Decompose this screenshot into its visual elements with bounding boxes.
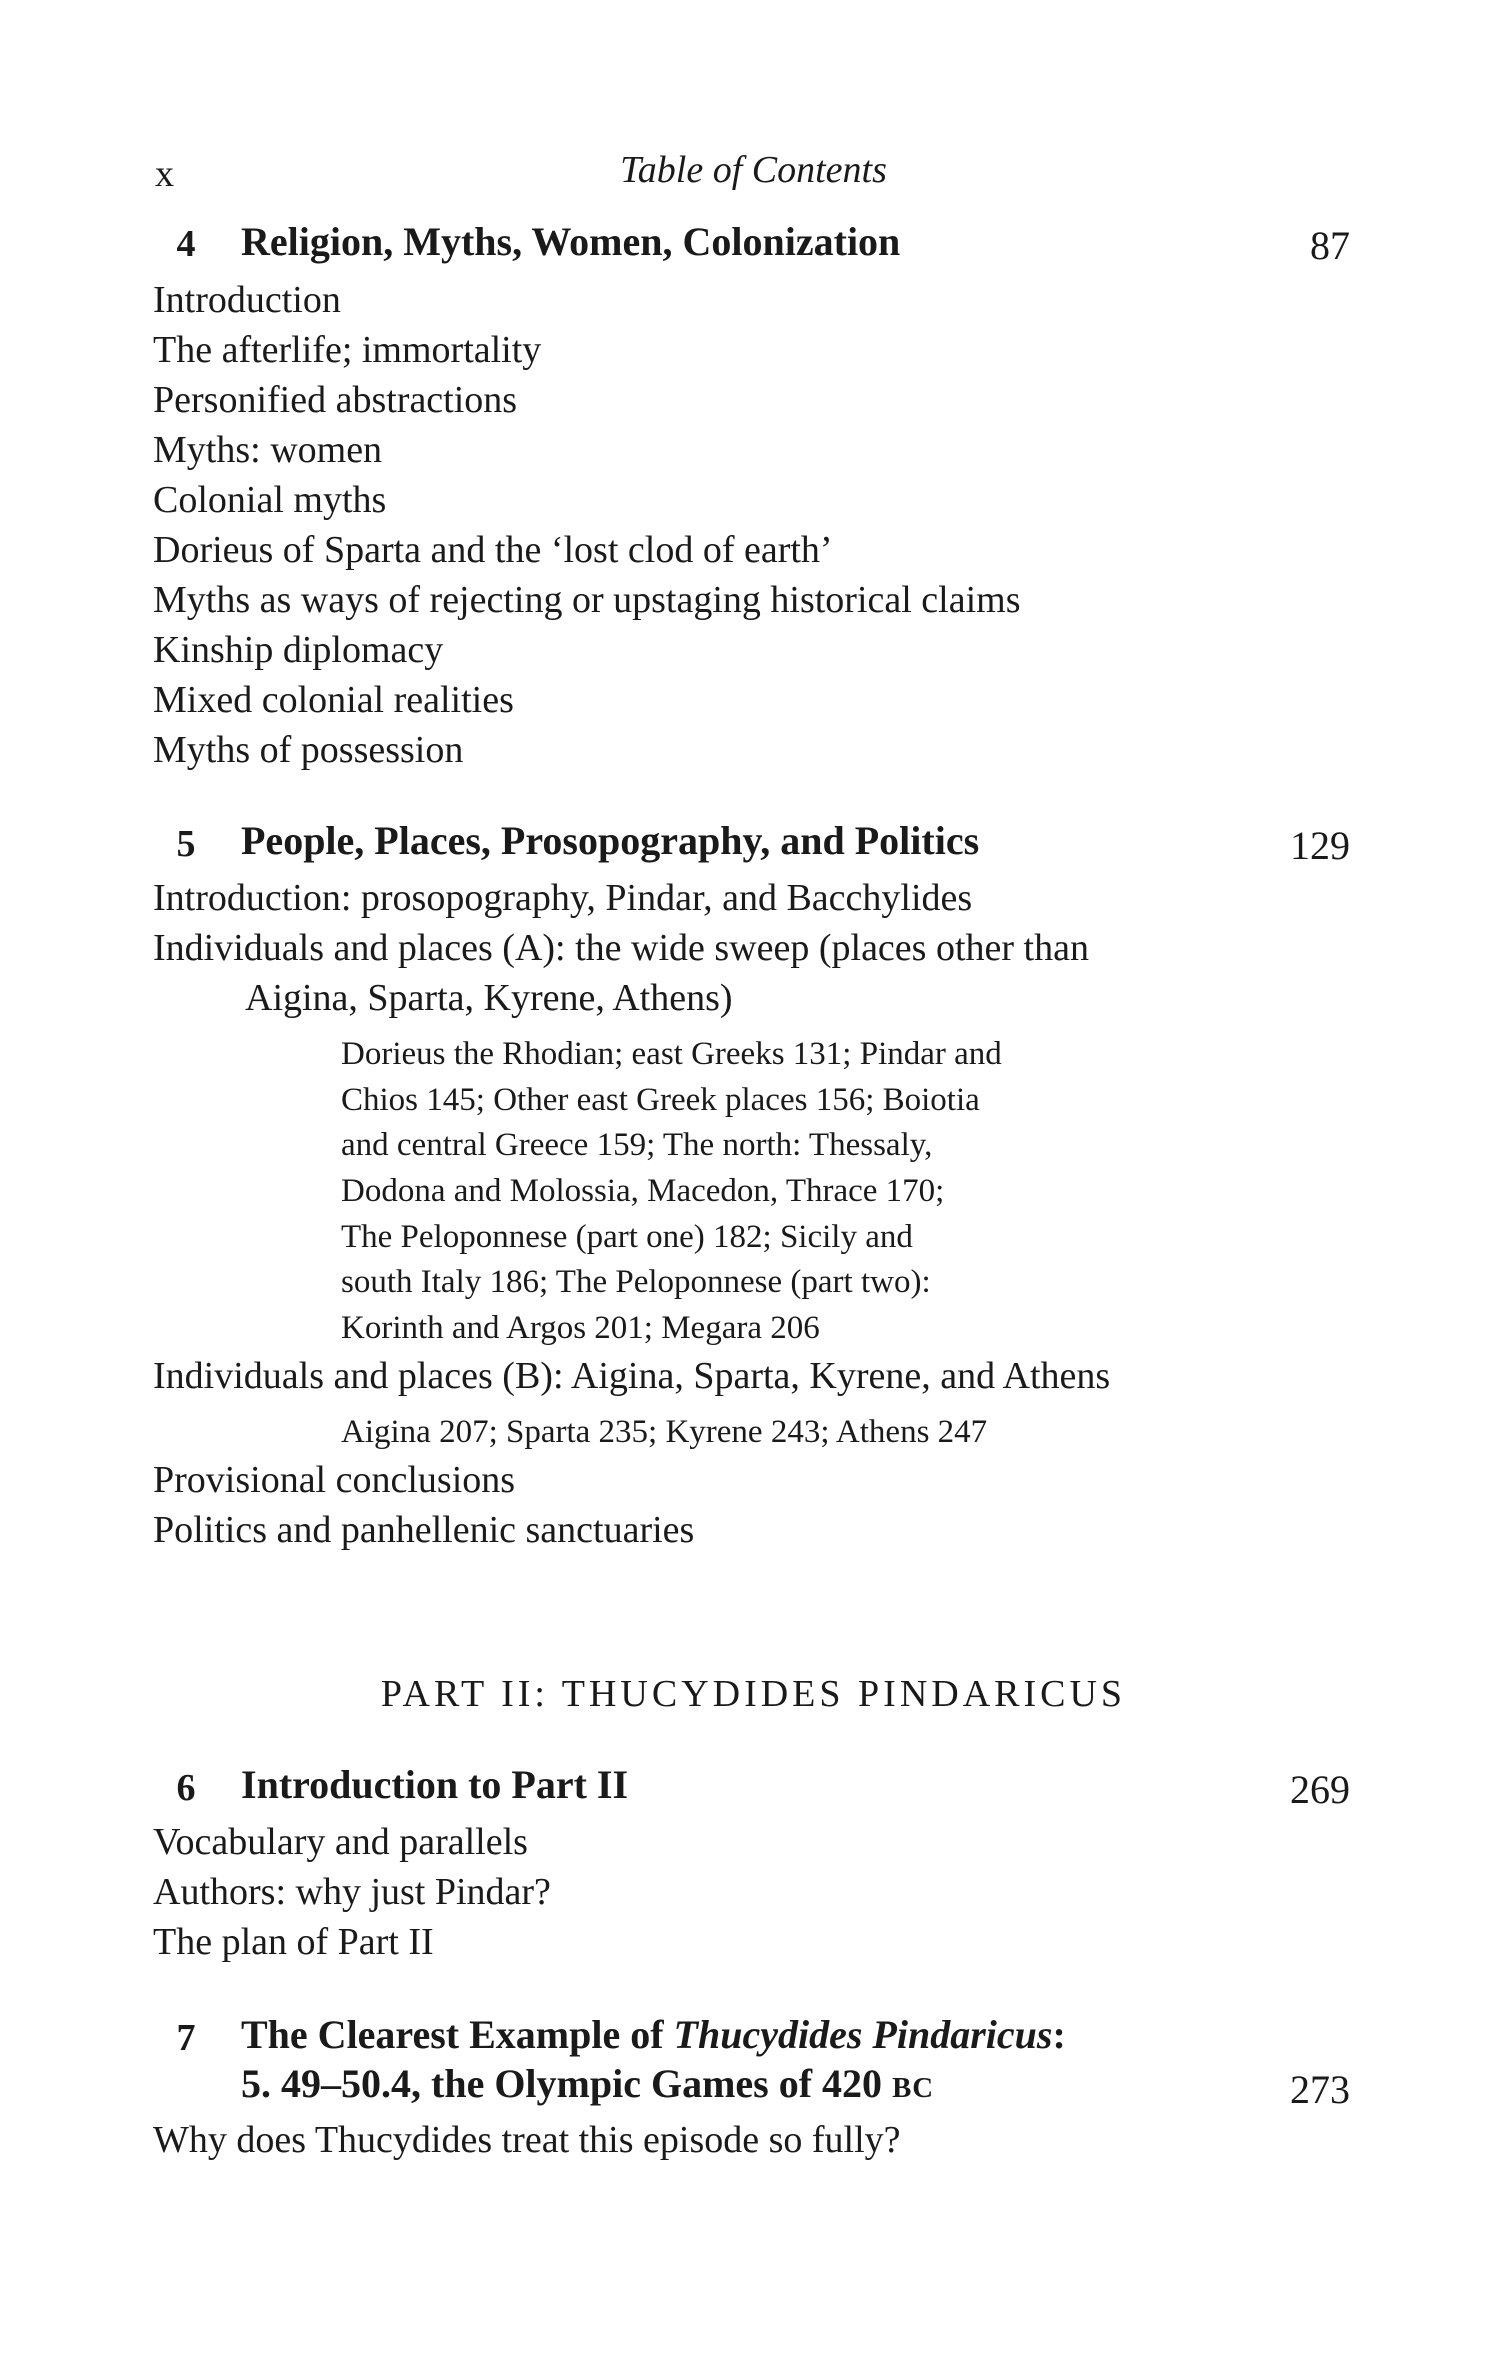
chapter-6-page: 269 — [1290, 1767, 1350, 1812]
toc-entry: Kinship diplomacy — [153, 629, 444, 671]
chapter-7-title-line2-text: 5. 49–50.4, the Olympic Games of 420 — [241, 2061, 893, 2106]
chapter-6-number: 6 — [176, 1767, 196, 1809]
toc-subentry: Aigina 207; Sparta 235; Kyrene 243; Athens 247 — [341, 1414, 988, 1450]
toc-entry: Myths as ways of rejecting or upstaging historical claims — [153, 579, 1021, 621]
toc-subentry: Dodona and Molossia, Macedon, Thrace 170; — [341, 1173, 945, 1209]
chapter-6-title: Introduction to Part II — [241, 1762, 629, 1807]
toc-entry: Authors: why just Pindar? — [153, 1871, 551, 1913]
chapter-7-title-italic: Thucydides Pindaricus — [673, 2012, 1053, 2057]
running-head: Table of Contents — [620, 149, 887, 191]
toc-entry: Myths: women — [153, 429, 383, 471]
toc-subentry: Dorieus the Rhodian; east Greeks 131; Pindar and — [341, 1036, 1002, 1072]
toc-entry: Mixed colonial realities — [153, 679, 514, 721]
toc-entry: Individuals and places (B): Aigina, Sparta, Kyrene, and Athens — [153, 1355, 1111, 1397]
toc-entry-continuation: Aigina, Sparta, Kyrene, Athens) — [245, 977, 733, 1019]
toc-entry: Colonial myths — [153, 479, 387, 521]
toc-entry: Dorieus of Sparta and the ‘lost clod of earth’ — [153, 529, 833, 571]
chapter-5-page: 129 — [1290, 823, 1350, 868]
toc-entry: Politics and panhellenic sanctuaries — [153, 1509, 695, 1551]
toc-subentry: Korinth and Argos 201; Megara 206 — [341, 1310, 820, 1346]
chapter-7-title-line2 — [241, 2060, 934, 2107]
chapter-7-title-prefix: The Clearest Example of — [241, 2012, 674, 2057]
toc-subentry: The Peloponnese (part one) 182; Sicily and — [341, 1219, 913, 1255]
chapter-5-title: People, Places, Prosopography, and Politics — [241, 818, 980, 863]
toc-subentry: and central Greece 159; The north: Thessaly, — [341, 1127, 933, 1163]
toc-entry: The plan of Part II — [153, 1921, 434, 1963]
chapter-7-title-suffix: : — [1052, 2012, 1066, 2057]
chapter-7-title-line1 — [241, 2011, 1066, 2058]
toc-entry: Why does Thucydides treat this episode so fully? — [153, 2119, 901, 2161]
toc-entry: Provisional conclusions — [153, 1459, 516, 1501]
chapter-4-page: 87 — [1310, 223, 1350, 268]
chapter-7-title-era: BC — [892, 2072, 935, 2104]
page-folio: x — [155, 153, 174, 195]
chapter-7-page: 273 — [1290, 2067, 1350, 2112]
chapter-4-title: Religion, Myths, Women, Colonization — [241, 219, 901, 264]
chapter-7-number: 7 — [176, 2017, 196, 2059]
toc-entry: Vocabulary and parallels — [153, 1821, 528, 1863]
toc-entry: Myths of possession — [153, 729, 464, 771]
toc-entry: The afterlife; immortality — [153, 329, 542, 371]
toc-entry: Personified abstractions — [153, 379, 518, 421]
chapter-5-number: 5 — [176, 823, 196, 865]
toc-entry: Individuals and places (A): the wide sweep (places other than — [153, 927, 1089, 969]
part-heading: PART II: THUCYDIDES PINDARICUS — [380, 1673, 1127, 1715]
toc-subentry: south Italy 186; The Peloponnese (part two): — [341, 1264, 931, 1300]
toc-entry: Introduction: prosopography, Pindar, and Bacchylides — [153, 877, 973, 919]
toc-entry: Introduction — [153, 279, 341, 321]
toc-subentry: Chios 145; Other east Greek places 156; Boiotia — [341, 1082, 980, 1118]
chapter-4-number: 4 — [176, 223, 196, 265]
